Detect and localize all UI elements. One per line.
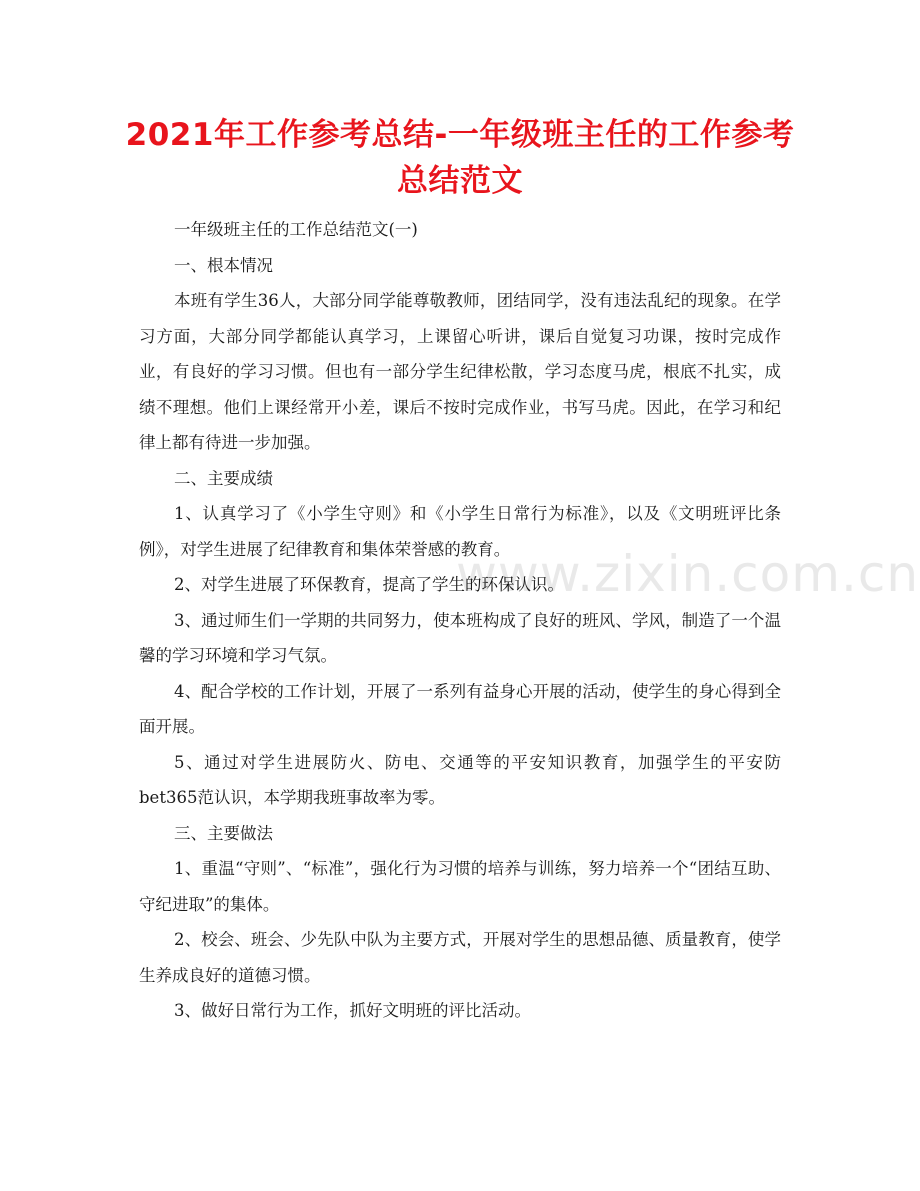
watermark: www.zixin.com.cn — [456, 545, 920, 603]
paragraph: 本班有学生36人，大部分同学能尊敬教师，团结同学，没有违法乱纪的现象。在学习方面，大部分同学都能认真学习，上课留心听讲，课后自觉复习功课，按时完成作业，有良好的学习习惯。但也有一部分学生纪律松散，学习态度马虎，根底不扎实，成绩不理想。他们上课经常开小差，课后不按时完成作业，书写马虎。因此，在学习和纪律上都有待进一步加强。 — [139, 291, 781, 452]
document-title: 2021年工作参考总结-一年级班主任的工作参考总结范文 — [125, 117, 795, 199]
subsection-heading: 一、根本情况 — [174, 255, 273, 275]
list-item: 2、校会、班会、少先队中队为主要方式，开展对学生的思想品德、质量教育，使学生养成良好的道德习惯。 — [139, 930, 781, 985]
section-heading: 一年级班主任的工作总结范文(一) — [174, 220, 418, 239]
list-item: 1、重温“守则”、“标准”，强化行为习惯的培养与训练，努力培养一个“团结互助、守纪进取”的集体。 — [139, 859, 781, 914]
subsection-heading: 二、主要成绩 — [174, 468, 273, 488]
list-item: 3、做好日常行为工作，抓好文明班的评比活动。 — [174, 1001, 531, 1020]
list-item: 5、通过对学生进展防火、防电、交通等的平安知识教育，加强学生的平安防bet365范认识，本学期我班事故率为零。 — [139, 752, 781, 807]
document-body — [139, 212, 781, 1029]
list-item: 3、通过师生们一学期的共同努力，使本班构成了良好的班风、学风，制造了一个温馨的学习环境和学习气氛。 — [139, 610, 781, 665]
list-item: 1、认真学习了《小学生守则》和《小学生日常行为标准》，以及《文明班评比条例》，对学生进展了纪律教育和集体荣誉感的教育。 — [139, 504, 781, 559]
list-item: 4、配合学校的工作计划，开展了一系列有益身心开展的活动，使学生的身心得到全面开展。 — [139, 681, 781, 736]
list-item: 2、对学生进展了环保教育，提高了学生的环保认识。 — [174, 575, 564, 594]
subsection-heading: 三、主要做法 — [174, 823, 273, 843]
